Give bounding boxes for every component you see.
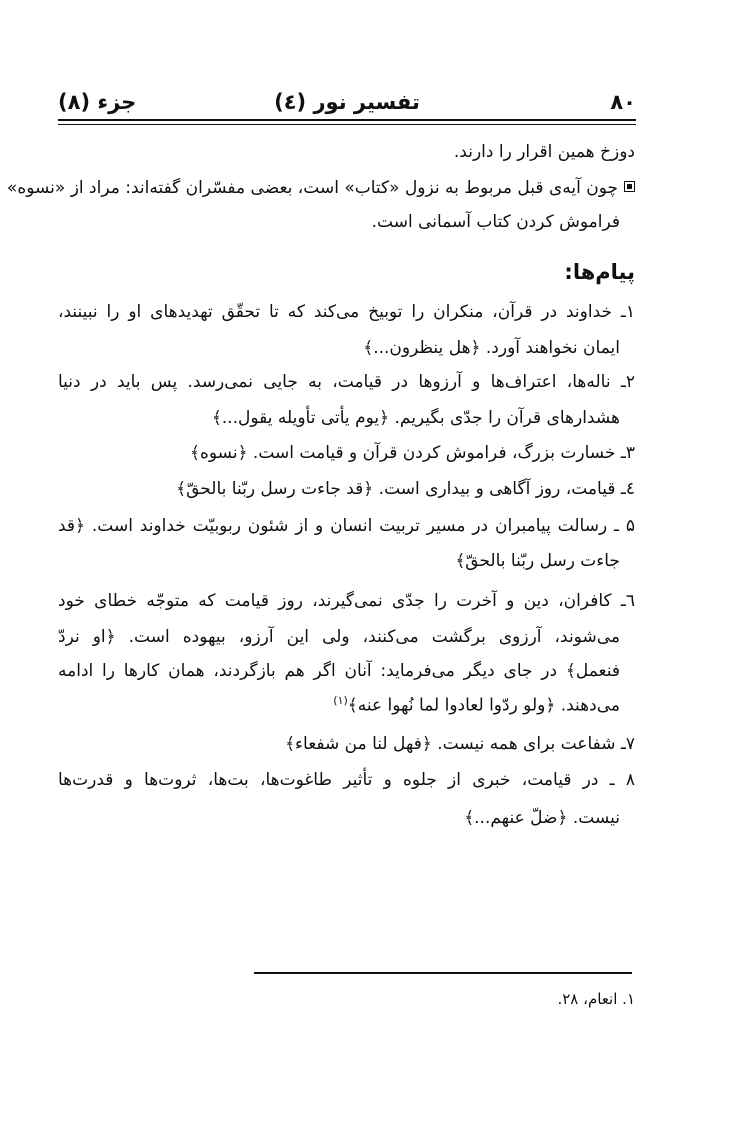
message-3-line: ۳ـ خسارت بزرگ، فراموش کردن قرآن و قیامت است. ﴿نسوه﴾ xyxy=(190,443,635,463)
message-6-line xyxy=(333,694,620,716)
square-bullet-icon xyxy=(624,181,635,192)
footnote-ref: (۱) xyxy=(333,694,348,707)
message-6-line: ٦ـ کافران، دین و آخرت را جدّی نمی‌گیرند، روز قیامت که متوجّه خطای خود xyxy=(58,591,635,611)
running-title: تفسیر نور (٤) xyxy=(274,90,420,114)
message-8-line: ۸ ـ در قیامت، خبری از جلوه و تأثیر طاغوت‌ها، بت‌ها، ثروت‌ها و قدرت‌ها xyxy=(58,770,635,790)
message-1-line: ۱ـ خداوند در قرآن، منکران را توبیخ می‌کند که تا تحقّق تهدیدهای او را نبینند، xyxy=(58,302,635,322)
header-rule-thin xyxy=(58,124,636,125)
message-2-line: ۲ـ ناله‌ها، اعتراف‌ها و آرزوها در قیامت، به جایی نمی‌رسد. پس باید در دنیا xyxy=(58,372,635,392)
intro-line: دوزخ همین اقرار را دارند. xyxy=(453,142,635,162)
juz-label: جزء (۸) xyxy=(58,90,137,114)
intro-note-text: چون آیه‌ی قبل مربوط به نزول «کتاب» است، بعضی مفسّران گفته‌اند: مراد از «نسوه» xyxy=(6,178,618,198)
message-4-line: ٤ـ قیامت، روز آگاهی و بیداری است. ﴿قد جاءت رسل ربّنا بالحقّ﴾ xyxy=(176,479,635,499)
message-5-line: ۵ ـ رسالت پیامبران در مسیر تربیت انسان و از شئون ربوبیّت خداوند است. ﴿قد xyxy=(58,516,635,536)
intro-line: فراموش کردن کتاب آسمانی است. xyxy=(371,212,620,232)
message-6-line: فنعمل﴾ در جای دیگر می‌فرماید: آنان اگر هم بازگردند، همان کارها را ادامه xyxy=(58,661,620,681)
intro-note-line xyxy=(6,178,635,198)
message-6-line: می‌شوند، آرزوی برگشت می‌کنند، ولی این آرزو، بیهوده است. ﴿او نردّ xyxy=(58,627,620,647)
message-5-line: جاءت رسل ربّنا بالحقّ﴾ xyxy=(455,551,620,571)
message-8-line: نیست. ﴿ضلّ عنهم...﴾ xyxy=(464,808,620,828)
footnote-rule xyxy=(254,972,632,974)
page-header xyxy=(58,90,636,120)
page-number: ۸۰ xyxy=(610,90,636,114)
message-2-line: هشدارهای قرآن را جدّی بگیریم. ﴿یوم یأتی تأویله یقول...﴾ xyxy=(211,408,620,428)
footnote: ۱. انعام، ۲۸. xyxy=(557,990,635,1008)
message-1-line: ایمان نخواهند آورد. ﴿هل ینظرون...﴾ xyxy=(363,338,620,358)
header-rule-thick xyxy=(58,119,636,121)
message-6-text: می‌دهند. ﴿ولو ردّوا لعادوا لما نُهوا عنه﴾ xyxy=(347,695,620,716)
message-7-line: ۷ـ شفاعت برای همه نیست. ﴿فهل لنا من شفعاء﴾ xyxy=(285,734,635,754)
messages-heading: پیام‌ها: xyxy=(564,260,635,284)
